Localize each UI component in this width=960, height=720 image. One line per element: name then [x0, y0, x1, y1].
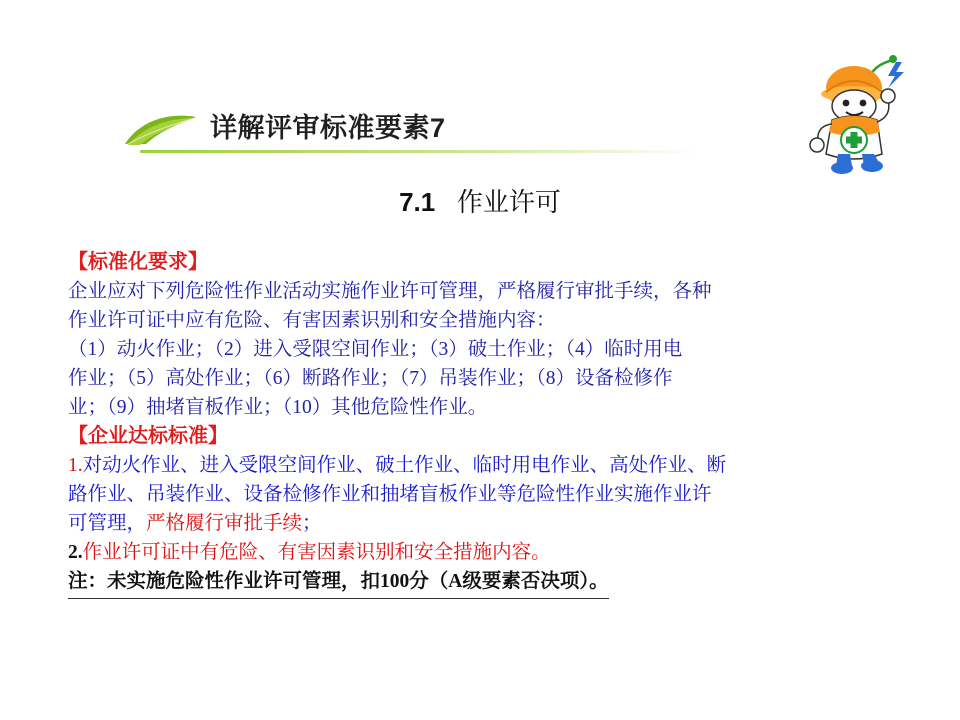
section-heading-enterprise-standard: 【企业达标标准】	[68, 425, 228, 447]
section-heading-standard-requirement: 【标准化要求】	[68, 251, 208, 273]
enterprise-item-1-line-1	[68, 451, 898, 480]
enterprise-item-2-text: 作业许可证中有危险、有害因素识别和安全措施内容。	[82, 542, 551, 563]
note-row	[68, 567, 898, 599]
standard-requirement-line-1: 企业应对下列危险性作业活动实施作业许可管理，严格履行审批手续，各种	[68, 281, 712, 302]
enterprise-item-2-line	[68, 538, 898, 567]
slide-body	[68, 248, 898, 599]
slide-subtitle	[0, 182, 960, 219]
title-underline	[140, 150, 700, 153]
note-prefix: 注：	[68, 571, 108, 592]
standard-requirement-line-5: 业；（9）抽堵盲板作业；（10）其他危险性作业。	[68, 397, 488, 418]
title-row	[0, 98, 760, 158]
enterprise-item-1-emphasis: 严格履行审批手续	[146, 513, 303, 534]
enterprise-item-1-line-2: 路作业、吊装作业、设备检修作业和抽堵盲板作业等危险性作业实施作业许	[68, 484, 712, 505]
subtitle-text: 作业许可	[456, 187, 561, 217]
leaf-icon	[122, 114, 202, 148]
subtitle-number: 7.1	[399, 187, 436, 217]
standard-requirement-line-2: 作业许可证中应有危险、有害因素识别和安全措施内容：	[68, 310, 556, 331]
enterprise-item-1-number: 1.	[68, 455, 83, 476]
enterprise-item-2-number: 2.	[68, 542, 83, 563]
enterprise-item-1-text-1: 对动火作业、进入受限空间作业、破土作业、临时用电作业、高处作业、断	[82, 455, 727, 476]
safety-mascot-icon	[792, 48, 922, 178]
standard-requirement-line-3: （1）动火作业；（2）进入受限空间作业；（3）破土作业；（4）临时用电	[68, 339, 683, 360]
standard-requirement-line-4: 作业；（5）高处作业；（6）断路作业；（7）吊装作业；（8）设备检修作	[68, 368, 673, 389]
note-text: 未实施危险性作业许可管理，扣100分（A级要素否决项）。	[107, 571, 609, 592]
enterprise-item-1-text-3: 可管理，	[68, 513, 147, 534]
enterprise-item-1-line-3	[68, 509, 898, 538]
page-title: 详解评审标准要素7	[210, 113, 446, 143]
enterprise-item-1-tail: ；	[302, 513, 322, 534]
